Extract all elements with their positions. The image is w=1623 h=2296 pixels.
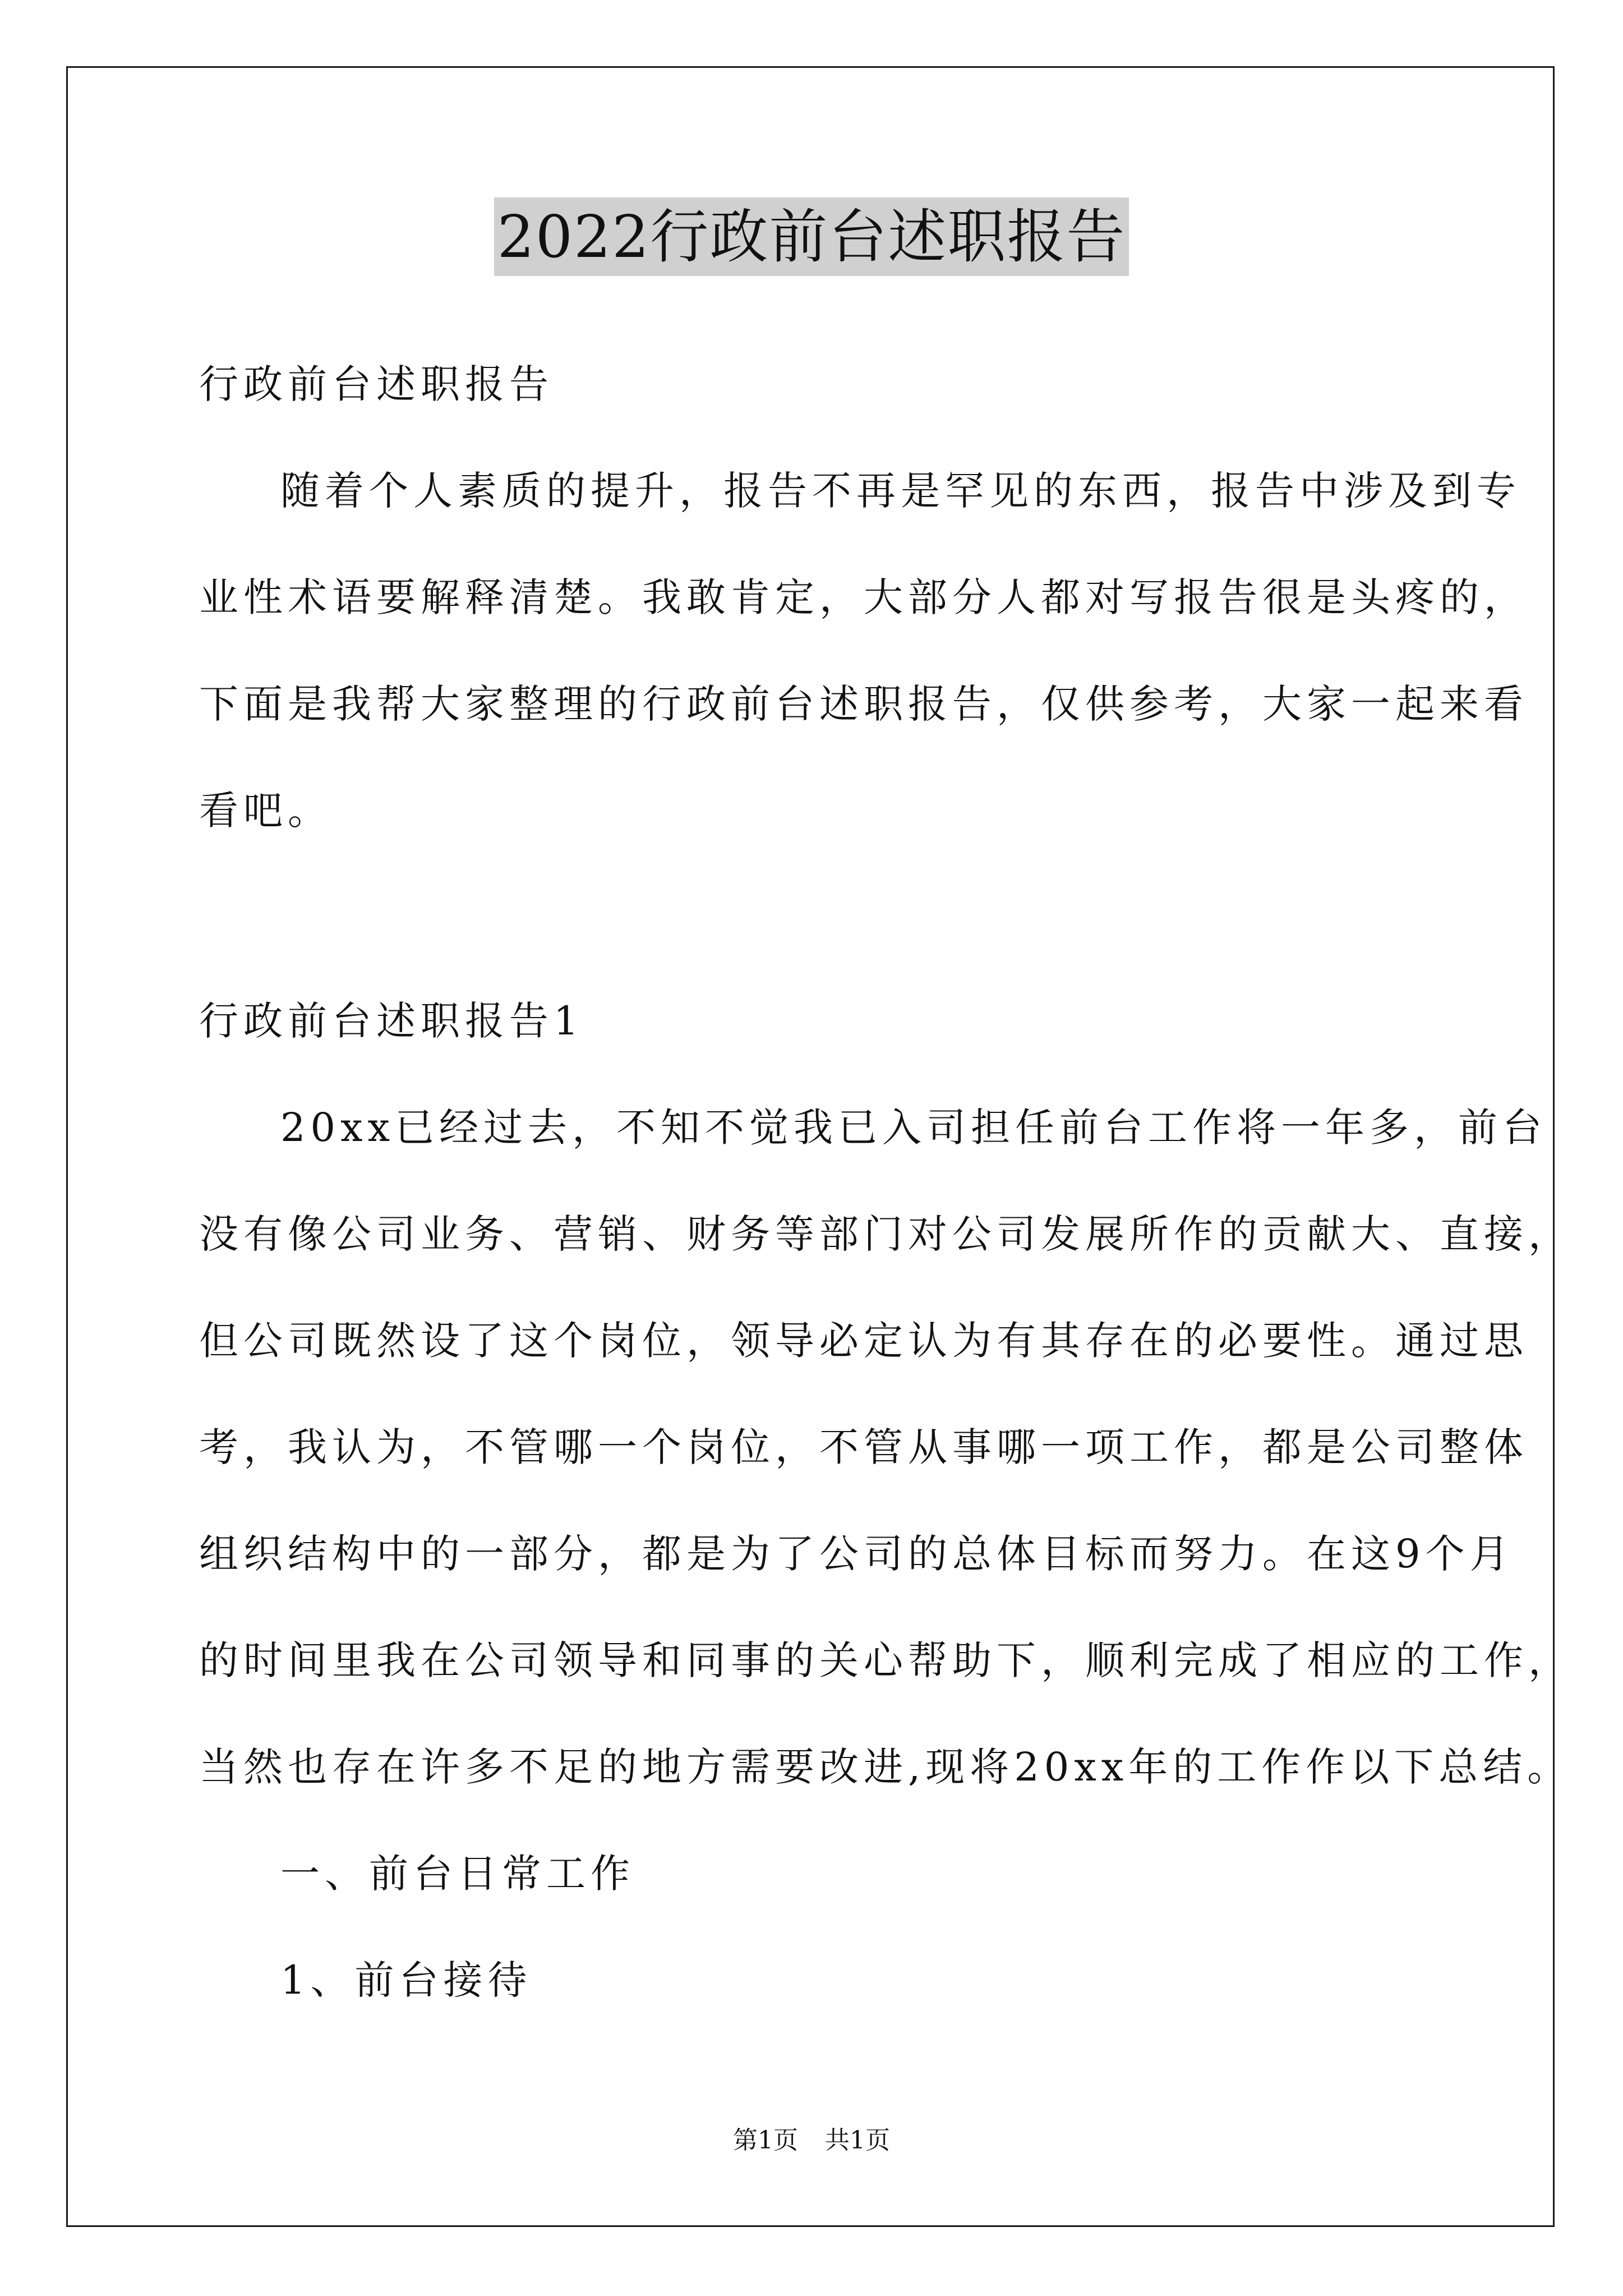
- heading-daily-work: 一、前台日常工作: [280, 1851, 635, 1897]
- intro-line-1: 随着个人素质的提升，报告不再是罕见的东西，报告中涉及到专: [280, 468, 1521, 514]
- section1-line-5: 组织结构中的一部分，都是为了公司的总体目标而努力。在这9个月: [199, 1531, 1514, 1577]
- section1-line-6: 的时间里我在公司领导和同事的关心帮助下，顺利完成了相应的工作，: [199, 1637, 1573, 1683]
- heading-reception: 1、前台接待: [280, 1957, 532, 2003]
- page-number-total: 共1页: [825, 2126, 890, 2155]
- document-title: 2022行政前台述职报告: [494, 197, 1129, 276]
- section1-line-1: 20xx已经过去，不知不觉我已入司担任前台工作将一年多，前台: [280, 1105, 1547, 1151]
- section1-line-4: 考，我认为，不管哪一个岗位，不管从事哪一项工作，都是公司整体: [199, 1424, 1528, 1470]
- section1-line-7: 当然也存在许多不足的地方需要改进,现将20xx年的工作作以下总结。: [199, 1744, 1572, 1790]
- subtitle: 行政前台述职报告: [199, 361, 554, 407]
- intro-line-2: 业性术语要解释清楚。我敢肯定，大部分人都对写报告很是头疼的，: [199, 574, 1528, 620]
- section1-line-2: 没有像公司业务、营销、财务等部门对公司发展所作的贡献大、直接，: [199, 1211, 1573, 1257]
- intro-line-3: 下面是我帮大家整理的行政前台述职报告，仅供参考，大家一起来看: [199, 681, 1528, 727]
- section1-heading: 行政前台述职报告1: [199, 998, 584, 1044]
- title-container: [0, 197, 1623, 276]
- page-footer: [0, 2124, 1623, 2157]
- page-number-current: 第1页: [733, 2126, 798, 2155]
- intro-line-4: 看吧。: [199, 788, 332, 834]
- section1-line-3: 但公司既然设了这个岗位，领导必定认为有其存在的必要性。通过思: [199, 1318, 1528, 1364]
